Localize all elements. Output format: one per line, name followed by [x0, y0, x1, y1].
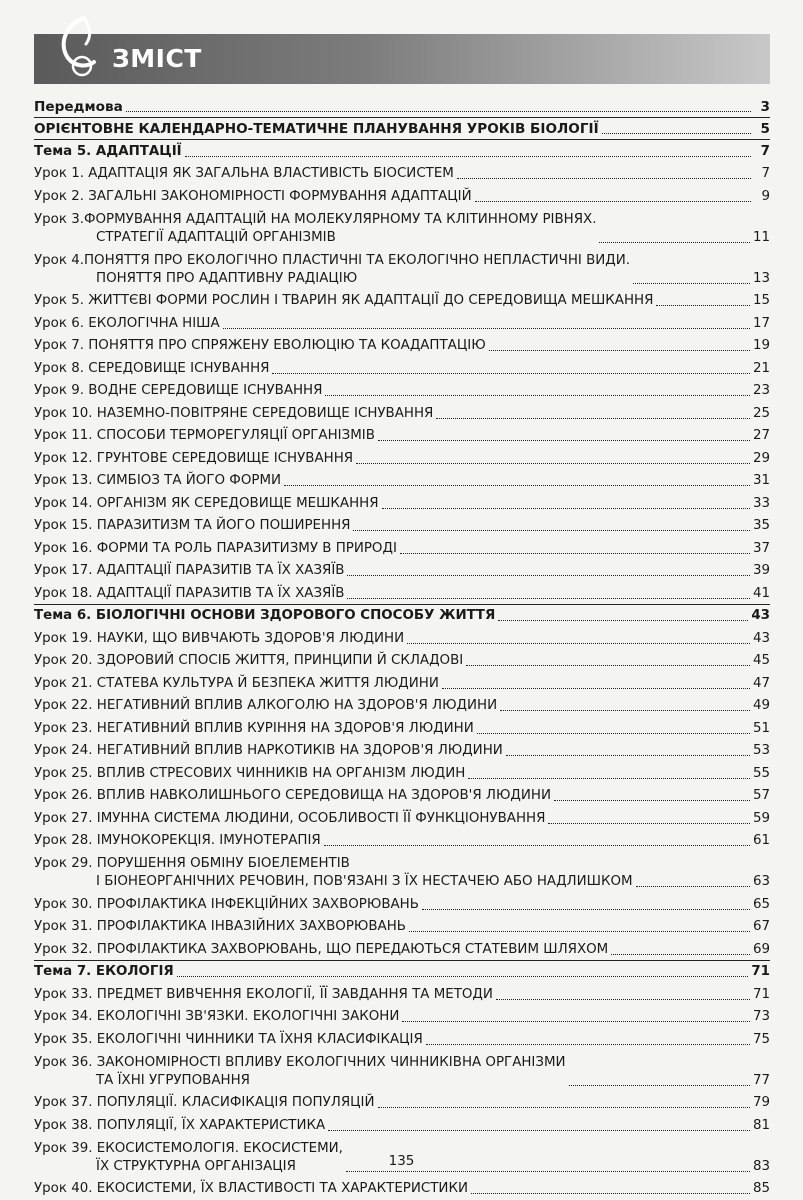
toc-entry	[34, 559, 770, 582]
toc-entry-title	[34, 540, 397, 558]
toc-entry	[34, 207, 770, 248]
toc-entry-title-line: Урок 40. ЕКОСИСТЕМИ, ЇХ ВЛАСТИВОСТІ ТА ХАРАКТЕРИСТИКИ	[34, 1181, 468, 1196]
dot-leader	[602, 133, 751, 134]
page-number: 135	[388, 1153, 415, 1169]
dot-leader	[548, 823, 750, 824]
toc-entry-page: 53	[752, 743, 770, 758]
toc-entry	[34, 536, 770, 559]
toc-topic	[34, 960, 770, 983]
toc-entry-page: 3	[760, 98, 770, 115]
dot-leader	[400, 553, 750, 554]
toc-entry-page: 19	[752, 338, 770, 353]
dot-leader	[599, 242, 749, 243]
toc-entry-title-line: Урок 3.ФОРМУВАННЯ АДАПТАЦІЙ НА МОЛЕКУЛЯРНОМУ ТА КЛІТИННОМУ РІВНЯХ.	[34, 211, 597, 227]
toc-entry-title-line: Урок 7. ПОНЯТТЯ ПРО СПРЯЖЕНУ ЕВОЛЮЦІЮ ТА КОАДАПТАЦІЮ	[34, 338, 486, 353]
toc-entry-page: 75	[752, 1031, 770, 1047]
toc-entry-title-line: Урок 27. ІМУННА СИСТЕМА ЛЮДИНИ, ОСОБЛИВОСТІ ЇЇ ФУНКЦІОНУВАННЯ	[34, 810, 546, 826]
toc-entry-title	[34, 675, 439, 693]
toc-entry-title-line: Урок 4.ПОНЯТТЯ ПРО ЕКОЛОГІЧНО ПЛАСТИЧНІ ТА ЕКОЛОГІЧНО НЕПЛАСТИЧНІ ВИДИ.	[34, 252, 631, 268]
toc-entry-title	[34, 211, 596, 247]
dot-leader	[347, 598, 749, 599]
dot-leader	[346, 1171, 750, 1172]
toc-entry-title-line: Урок 22. НЕГАТИВНИЙ ВПЛИВ АЛКОГОЛЮ НА ЗДОРОВ'Я ЛЮДИНИ	[34, 698, 498, 713]
toc-entry-title	[34, 1031, 423, 1049]
toc-entry	[34, 784, 770, 807]
toc-entry	[34, 806, 770, 829]
dot-leader	[409, 931, 750, 932]
toc-entry-title-line: Урок 14. ОРГАНІЗМ ЯК СЕРЕДОВИЩЕ МЕШКАННЯ	[34, 495, 379, 511]
toc-entry-title-line: Урок 39. ЕКОСИСТЕМОЛОГІЯ. ЕКОСИСТЕМИ,	[34, 1140, 343, 1156]
toc-entry-page: 77	[752, 1072, 770, 1088]
toc-entry	[34, 694, 770, 717]
toc-entry-title	[34, 832, 321, 850]
dot-leader	[468, 778, 750, 779]
toc-entry-title	[34, 450, 353, 468]
toc-entry-title-line: Урок 34. ЕКОЛОГІЧНІ ЗВ'ЯЗКИ. ЕКОЛОГІЧНІ ЗАКОНИ	[34, 1009, 400, 1024]
toc-entry-title	[34, 1180, 468, 1198]
toc-entry-page: 83	[752, 1158, 770, 1174]
toc-entry	[34, 716, 770, 739]
toc-entry	[34, 514, 770, 537]
toc-entry-page: 11	[752, 229, 770, 245]
toc-entry	[34, 162, 770, 185]
toc-entry	[34, 311, 770, 334]
toc-entry-title	[34, 495, 379, 513]
toc-entry-title	[34, 986, 493, 1004]
toc-entry-page: 43	[752, 630, 770, 646]
toc-entry-title	[34, 607, 495, 625]
toc-entry-page: 63	[752, 874, 770, 889]
toc-entry-page: 65	[752, 896, 770, 912]
dot-leader	[177, 976, 749, 977]
toc-entry-page: 7	[761, 166, 770, 181]
dot-leader	[325, 395, 750, 396]
toc-entry-title-line: СТРАТЕГІЇ АДАПТАЦІЙ ОРГАНІЗМІВ	[96, 229, 336, 245]
toc-entry	[34, 1005, 770, 1028]
toc-entry-title	[34, 720, 474, 738]
toc-entry	[34, 1177, 770, 1200]
dot-leader	[656, 305, 750, 306]
leaf-logo-icon	[46, 14, 116, 94]
toc-entry-title	[34, 697, 497, 715]
dot-leader	[422, 909, 750, 910]
toc-entry-title-line: Урок 37. ПОПУЛЯЦІЇ. КЛАСИФІКАЦІЯ ПОПУЛЯЦІЙ	[34, 1095, 375, 1110]
toc-entry	[34, 184, 770, 207]
dot-leader	[496, 999, 750, 1000]
toc-entry	[34, 94, 770, 117]
toc-entry	[34, 649, 770, 672]
toc-entry-title	[34, 517, 350, 535]
toc-entry-page: 57	[752, 788, 770, 803]
toc-entry	[34, 626, 770, 649]
toc-entry-title-line: Урок 32. ПРОФІЛАКТИКА ЗАХВОРЮВАНЬ, ЩО ПЕРЕДАЮТЬСЯ СТАТЕВИМ ШЛЯХОМ	[34, 941, 609, 957]
toc-entry-page: 45	[752, 653, 770, 668]
dot-leader	[328, 1130, 750, 1131]
toc-entry-title	[34, 963, 174, 981]
dot-leader	[356, 463, 750, 464]
toc-entry-page: 7	[760, 143, 770, 159]
toc-entry-title-line: Урок 17. АДАПТАЦІЇ ПАРАЗИТІВ ТА ЇХ ХАЗЯЇВ	[34, 563, 345, 578]
toc-entry-title	[34, 941, 608, 959]
dot-leader	[126, 111, 751, 112]
toc-entry-page: 15	[752, 293, 770, 308]
toc-entry-page: 59	[752, 810, 770, 826]
toc-entry	[34, 739, 770, 762]
toc-entry	[34, 401, 770, 424]
dot-leader	[353, 530, 750, 531]
dot-leader	[466, 665, 750, 666]
toc-entry-title	[34, 765, 465, 783]
dot-leader	[475, 201, 751, 202]
toc-entry-page: 81	[752, 1117, 770, 1133]
toc-entry-title	[34, 630, 404, 648]
toc-entry-page: 33	[752, 495, 770, 511]
toc-entry-page: 67	[752, 919, 770, 934]
toc-entry-title-line: Урок 13. СИМБІОЗ ТА ЙОГО ФОРМИ	[34, 473, 282, 488]
toc-entry	[34, 356, 770, 379]
toc-entry-title-line: Урок 8. СЕРЕДОВИЩЕ ІСНУВАННЯ	[34, 360, 270, 376]
toc-entry-title-line: Урок 11. СПОСОБИ ТЕРМОРЕГУЛЯЦІЇ ОРГАНІЗМІВ	[34, 428, 375, 443]
toc-entry-title-line: Урок 15. ПАРАЗИТИЗМ ТА ЙОГО ПОШИРЕННЯ	[34, 518, 351, 533]
toc-entry-page: 5	[760, 121, 770, 137]
toc-entry-title	[34, 98, 123, 116]
toc-entry	[34, 829, 770, 852]
toc-entry-title	[34, 1094, 375, 1112]
toc-entry-title-line: Урок 30. ПРОФІЛАКТИКА ІНФЕКЦІЙНИХ ЗАХВОРЮВАНЬ	[34, 896, 419, 912]
toc-entry-title-line: Урок 20. ЗДОРОВИЙ СПОСІБ ЖИТТЯ, ПРИНЦИПИ Й СКЛАДОВІ	[34, 653, 464, 668]
toc-entry-title-line: Урок 36. ЗАКОНОМІРНОСТІ ВПЛИВУ ЕКОЛОГІЧНИХ ЧИННИКІВНА ОРГАНІЗМИ	[34, 1054, 566, 1070]
toc-entry-page: 55	[752, 765, 770, 781]
toc-entry-title	[34, 292, 653, 310]
toc-entry-title-line: Урок 28. ІМУНОКОРЕКЦІЯ. ІМУНОТЕРАПІЯ	[34, 833, 321, 848]
toc-entry-page: 69	[752, 941, 770, 957]
toc-entry-page: 41	[752, 585, 770, 601]
dot-leader	[382, 508, 750, 509]
dot-leader	[436, 418, 750, 419]
dot-leader	[498, 620, 748, 621]
toc-topic	[34, 139, 770, 162]
toc-entry-page: 61	[752, 833, 770, 848]
toc-entry-page: 43	[751, 608, 770, 623]
toc-entry	[34, 1113, 770, 1136]
toc-entry-title	[34, 472, 281, 490]
dot-leader	[407, 643, 750, 644]
toc-entry-title	[34, 427, 375, 445]
toc-entry-title-line: Урок 23. НЕГАТИВНИЙ ВПЛИВ КУРІННЯ НА ЗДОРОВ'Я ЛЮДИНИ	[34, 720, 474, 736]
toc-entry	[34, 469, 770, 492]
toc-entry	[34, 334, 770, 357]
toc-entry-title-line: Урок 19. НАУКИ, ЩО ВИВЧАЮТЬ ЗДОРОВ'Я ЛЮДИНИ	[34, 630, 405, 646]
toc-entry-title-line: Урок 26. ВПЛИВ НАВКОЛИШНЬОГО СЕРЕДОВИЩА НА ЗДОРОВ'Я ЛЮДИНИ	[34, 788, 551, 803]
toc-entry-title	[34, 337, 486, 355]
toc-entry-page: 71	[751, 964, 770, 979]
dot-leader	[633, 283, 750, 284]
toc-entry-page: 35	[752, 518, 770, 533]
toc-entry	[34, 1027, 770, 1050]
toc-entry	[34, 581, 770, 604]
toc-entry-title	[34, 855, 633, 891]
toc-entry-page: 37	[752, 540, 770, 556]
toc-entry-title-line: Урок 12. ГРУНТОВЕ СЕРЕДОВИЩЕ ІСНУВАННЯ	[34, 450, 354, 466]
toc-entry-title	[34, 652, 463, 670]
toc-entry-title	[34, 382, 322, 400]
dot-leader	[554, 800, 750, 801]
toc-entry-title-line: Тема 6. БІОЛОГІЧНІ ОСНОВИ ЗДОРОВОГО СПОСОБУ ЖИТТЯ	[34, 608, 496, 623]
toc-entry-title	[34, 562, 344, 580]
toc-entry-title	[34, 896, 419, 914]
toc-entry	[34, 446, 770, 469]
toc-entry-title	[34, 188, 472, 206]
toc-entry	[34, 671, 770, 694]
dot-leader	[284, 485, 750, 486]
toc-entry-page: 51	[752, 720, 770, 736]
dot-leader	[378, 440, 750, 441]
toc-entry-title	[34, 787, 551, 805]
toc-entry-page: 23	[752, 383, 770, 398]
toc-entry-title-line: Урок 1. АДАПТАЦІЯ ЯК ЗАГАЛЬНА ВЛАСТИВІСТЬ БІОСИСТЕМ	[34, 166, 454, 181]
toc-entry-page: 85	[752, 1181, 770, 1196]
toc-entry-page: 21	[752, 360, 770, 376]
table-of-contents	[34, 94, 770, 1199]
toc-entry-page: 31	[752, 473, 770, 488]
toc-entry-page: 13	[752, 270, 770, 286]
toc-entry-title	[34, 810, 545, 828]
toc-entry-title-line: Урок 29. ПОРУШЕННЯ ОБМІНУ БІОЕЛЕМЕНТІВ	[34, 856, 350, 871]
toc-entry	[34, 1091, 770, 1114]
dot-leader	[471, 1193, 750, 1194]
toc-topic	[34, 604, 770, 627]
dot-leader	[223, 328, 750, 329]
toc-entry-page: 39	[752, 563, 770, 578]
toc-entry-page: 27	[752, 428, 770, 443]
dot-leader	[347, 575, 749, 576]
page-title: ЗМІСТ	[112, 44, 202, 73]
toc-entry-title	[34, 252, 630, 288]
toc-entry-title-line: І БІОНЕОРГАНІЧНИХ РЕЧОВИН, ПОВ'ЯЗАНІ З ЇХ НЕСТАЧЕЮ АБО НАДЛИШКОМ	[96, 874, 633, 889]
toc-entry-page: 25	[752, 405, 770, 421]
toc-entry-page: 73	[752, 1009, 770, 1024]
toc-entry-title-line: ТА ЇХНІ УГРУПОВАННЯ	[96, 1072, 250, 1088]
toc-entry-page: 47	[752, 675, 770, 691]
toc-entry-page: 49	[752, 698, 770, 713]
toc-entry	[34, 982, 770, 1005]
toc-entry-title	[34, 1008, 399, 1026]
dot-leader	[569, 1085, 750, 1086]
toc-entry-title	[34, 742, 503, 760]
toc-entry-title-line: Урок 31. ПРОФІЛАКТИКА ІНВАЗІЙНИХ ЗАХВОРЮВАНЬ	[34, 919, 406, 934]
toc-entry-title	[34, 1054, 566, 1090]
toc-entry-title	[34, 143, 182, 161]
toc-entry-title-line: Тема 7. ЕКОЛОГІЯ	[34, 964, 174, 979]
toc-entry-title-line: Урок 10. НАЗЕМНО-ПОВІТРЯНЕ СЕРЕДОВИЩЕ ІСНУВАННЯ	[34, 405, 434, 421]
toc-entry	[34, 892, 770, 915]
toc-entry-title-line: Урок 38. ПОПУЛЯЦІЇ, ЇХ ХАРАКТЕРИСТИКА	[34, 1117, 326, 1133]
toc-entry-title-line: ПОНЯТТЯ ПРО АДАПТИВНУ РАДІАЦІЮ	[96, 270, 358, 286]
toc-entry-title-line: Передмова	[34, 98, 123, 115]
toc-entry-title	[34, 918, 406, 936]
toc-entry	[34, 289, 770, 312]
toc-entry-title-line: Урок 35. ЕКОЛОГІЧНІ ЧИННИКИ ТА ЇХНЯ КЛАСИФІКАЦІЯ	[34, 1031, 423, 1047]
toc-entry	[34, 379, 770, 402]
toc-entry-title	[34, 405, 433, 423]
dot-leader	[272, 373, 749, 374]
toc-entry-page: 17	[752, 315, 770, 331]
toc-entry-title-line: Урок 6. ЕКОЛОГІЧНА НІША	[34, 315, 220, 331]
toc-entry-title-line: Урок 9. ВОДНЕ СЕРЕДОВИЩЕ ІСНУВАННЯ	[34, 383, 323, 398]
dot-leader	[426, 1044, 750, 1045]
toc-entry	[34, 248, 770, 289]
toc-entry-title-line: ОРІЄНТОВНЕ КАЛЕНДАРНО-ТЕМАТИЧНЕ ПЛАНУВАННЯ УРОКІВ БІОЛОГІЇ	[34, 121, 599, 137]
dot-leader	[402, 1021, 750, 1022]
toc-entry-title-line: Тема 5. АДАПТАЦІЇ	[34, 143, 182, 159]
toc-entry-title-line: ЇХ СТРУКТУРНА ОРГАНІЗАЦІЯ	[96, 1158, 296, 1174]
toc-entry-page: 79	[752, 1095, 770, 1110]
dot-leader	[378, 1107, 750, 1108]
dot-leader	[489, 350, 750, 351]
toc-entry	[34, 915, 770, 938]
dot-leader	[500, 710, 750, 711]
toc-entry-title	[34, 1117, 325, 1135]
toc-entry-title-line: Урок 24. НЕГАТИВНИЙ ВПЛИВ НАРКОТИКІВ НА ЗДОРОВ'Я ЛЮДИНИ	[34, 743, 503, 758]
toc-entry-title	[34, 120, 599, 138]
toc-entry-title-line: Урок 16. ФОРМИ ТА РОЛЬ ПАРАЗИТИЗМУ В ПРИРОДІ	[34, 540, 397, 556]
toc-entry-title-line: Урок 2. ЗАГАЛЬНІ ЗАКОНОМІРНОСТІ ФОРМУВАННЯ АДАПТАЦІЙ	[34, 188, 472, 204]
toc-entry-title	[34, 360, 269, 378]
toc-entry-page: 9	[761, 188, 770, 204]
toc-entry	[34, 851, 770, 892]
toc-entry-title-line: Урок 18. АДАПТАЦІЇ ПАРАЗИТІВ ТА ЇХ ХАЗЯЇВ	[34, 585, 345, 601]
toc-entry-title-line: Урок 5. ЖИТТЄВІ ФОРМИ РОСЛИН І ТВАРИН ЯК АДАПТАЦІЇ ДО СЕРЕДОВИЩА МЕШКАННЯ	[34, 293, 654, 308]
dot-leader	[636, 886, 750, 887]
toc-entry-title-line: Урок 25. ВПЛИВ СТРЕСОВИХ ЧИННИКІВ НА ОРГАНІЗМ ЛЮДИН	[34, 765, 466, 781]
toc-entry-title-line: Урок 33. ПРЕДМЕТ ВИВЧЕННЯ ЕКОЛОГІЇ, ЇЇ ЗАВДАННЯ ТА МЕТОДИ	[34, 986, 493, 1002]
toc-entry-title-line: Урок 21. СТАТЕВА КУЛЬТУРА Й БЕЗПЕКА ЖИТТЯ ЛЮДИНИ	[34, 675, 439, 691]
dot-leader	[477, 733, 750, 734]
dot-leader	[506, 755, 750, 756]
toc-entry-page: 71	[752, 986, 770, 1002]
toc-entry	[34, 1050, 770, 1091]
dot-leader	[457, 178, 751, 179]
toc-entry-title	[34, 315, 220, 333]
dot-leader	[442, 688, 750, 689]
toc-entry	[34, 491, 770, 514]
toc-entry-page: 29	[752, 450, 770, 466]
toc-entry	[34, 117, 770, 140]
dot-leader	[185, 156, 751, 157]
dot-leader	[611, 954, 750, 955]
toc-entry-title	[34, 165, 454, 183]
toc-entry-title	[34, 585, 344, 603]
toc-entry	[34, 937, 770, 960]
dot-leader	[324, 845, 750, 846]
toc-entry	[34, 424, 770, 447]
toc-entry	[34, 761, 770, 784]
